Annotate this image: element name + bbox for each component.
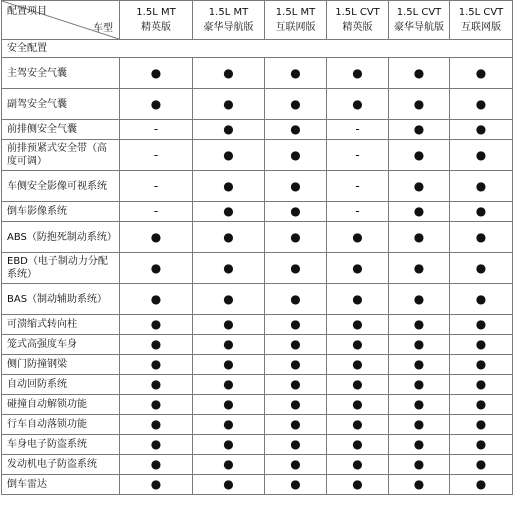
section-row [2, 40, 513, 58]
feature-name-cell: 可溃缩式转向柱 [2, 315, 120, 335]
availability-mark-cell: ● [389, 435, 450, 455]
availability-mark-cell: ● [389, 140, 450, 171]
availability-mark-cell: ● [327, 222, 389, 253]
availability-mark-cell: ● [389, 202, 450, 222]
table-row [2, 415, 513, 435]
availability-mark-cell: - [120, 202, 193, 222]
availability-mark-cell: ● [193, 395, 265, 415]
availability-mark-cell: ● [193, 202, 265, 222]
feature-name-cell: 倒车影像系统 [2, 202, 120, 222]
availability-mark-cell: - [327, 202, 389, 222]
table-row [2, 355, 513, 375]
availability-mark-cell: ● [389, 355, 450, 375]
availability-mark-cell: - [120, 120, 193, 140]
feature-name-cell: 倒车雷达 [2, 475, 120, 495]
item-header-label: 配置项目 [7, 6, 47, 17]
availability-mark-cell: - [327, 140, 389, 171]
availability-mark-cell: ● [265, 89, 327, 120]
availability-mark-cell: ● [120, 315, 193, 335]
table-row [2, 89, 513, 120]
model-column-header: 1.5L CVT 精英版 [327, 1, 389, 40]
availability-mark-cell: ● [193, 475, 265, 495]
availability-mark-cell: ● [193, 415, 265, 435]
model-column-header: 1.5L CVT 互联网版 [450, 1, 513, 40]
availability-mark-cell: ● [193, 284, 265, 315]
availability-mark-cell: ● [265, 375, 327, 395]
availability-mark-cell: ● [193, 89, 265, 120]
table-row [2, 140, 513, 171]
availability-mark-cell: ● [389, 58, 450, 89]
availability-mark-cell: ● [450, 202, 513, 222]
availability-mark-cell: ● [265, 58, 327, 89]
availability-mark-cell: ● [389, 335, 450, 355]
availability-mark-cell: ● [389, 284, 450, 315]
feature-name-cell: 车侧安全影像可视系统 [2, 171, 120, 202]
table-row [2, 375, 513, 395]
availability-mark-cell: ● [193, 455, 265, 475]
availability-mark-cell: ● [120, 435, 193, 455]
availability-mark-cell: ● [193, 375, 265, 395]
availability-mark-cell: ● [265, 455, 327, 475]
availability-mark-cell: ● [265, 435, 327, 455]
availability-mark-cell: ● [389, 415, 450, 435]
availability-mark-cell: ● [327, 284, 389, 315]
availability-mark-cell: ● [450, 415, 513, 435]
table-row [2, 395, 513, 415]
availability-mark-cell: ● [389, 253, 450, 284]
availability-mark-cell: ● [450, 315, 513, 335]
model-header-label: 车型 [93, 23, 113, 34]
availability-mark-cell: ● [193, 253, 265, 284]
availability-mark-cell: ● [389, 455, 450, 475]
availability-mark-cell: ● [193, 335, 265, 355]
availability-mark-cell: ● [327, 455, 389, 475]
availability-mark-cell: ● [450, 335, 513, 355]
table-row [2, 120, 513, 140]
table-row [2, 475, 513, 495]
header-corner-cell [2, 1, 120, 40]
availability-mark-cell: ● [265, 475, 327, 495]
availability-mark-cell: ● [327, 395, 389, 415]
table-row [2, 335, 513, 355]
availability-mark-cell: ● [120, 415, 193, 435]
feature-name-cell: EBD（电子制动力分配系统） [2, 253, 120, 284]
availability-mark-cell: ● [193, 171, 265, 202]
availability-mark-cell: ● [389, 315, 450, 335]
availability-mark-cell: ● [265, 284, 327, 315]
availability-mark-cell: ● [265, 315, 327, 335]
feature-name-cell: 车身电子防盗系统 [2, 435, 120, 455]
availability-mark-cell: ● [327, 253, 389, 284]
availability-mark-cell: ● [193, 140, 265, 171]
table-row [2, 253, 513, 284]
table-row [2, 455, 513, 475]
availability-mark-cell: ● [450, 140, 513, 171]
availability-mark-cell: ● [327, 89, 389, 120]
table-row [2, 222, 513, 253]
feature-name-cell: 碰撞自动解锁功能 [2, 395, 120, 415]
feature-name-cell: 侧门防撞钢梁 [2, 355, 120, 375]
section-title: 安全配置 [2, 40, 513, 58]
model-column-header: 1.5L MT 精英版 [120, 1, 193, 40]
availability-mark-cell: ● [120, 475, 193, 495]
feature-name-cell: ABS（防抱死制动系统） [2, 222, 120, 253]
availability-mark-cell: ● [120, 355, 193, 375]
availability-mark-cell: ● [327, 475, 389, 495]
table-row [2, 202, 513, 222]
availability-mark-cell: ● [389, 395, 450, 415]
availability-mark-cell: ● [450, 171, 513, 202]
availability-mark-cell: ● [193, 315, 265, 335]
feature-name-cell: 主驾安全气囊 [2, 58, 120, 89]
feature-name-cell: 发动机电子防盗系统 [2, 455, 120, 475]
availability-mark-cell: ● [265, 171, 327, 202]
availability-mark-cell: ● [120, 375, 193, 395]
availability-mark-cell: ● [389, 222, 450, 253]
model-column-header: 1.5L MT 豪华导航版 [193, 1, 265, 40]
availability-mark-cell: ● [265, 335, 327, 355]
availability-mark-cell: ● [193, 58, 265, 89]
availability-mark-cell: ● [450, 435, 513, 455]
availability-mark-cell: ● [327, 435, 389, 455]
availability-mark-cell: ● [120, 335, 193, 355]
availability-mark-cell: ● [120, 58, 193, 89]
feature-name-cell: 自动回防系统 [2, 375, 120, 395]
feature-name-cell: 副驾安全气囊 [2, 89, 120, 120]
availability-mark-cell: ● [120, 222, 193, 253]
feature-name-cell: 前排侧安全气囊 [2, 120, 120, 140]
header-row [2, 1, 513, 40]
availability-mark-cell: ● [389, 475, 450, 495]
table-row [2, 284, 513, 315]
availability-mark-cell: ● [389, 120, 450, 140]
availability-mark-cell: ● [450, 89, 513, 120]
availability-mark-cell: ● [120, 89, 193, 120]
availability-mark-cell: ● [450, 375, 513, 395]
availability-mark-cell: ● [193, 222, 265, 253]
availability-mark-cell: ● [327, 58, 389, 89]
availability-mark-cell: ● [265, 202, 327, 222]
availability-mark-cell: ● [193, 355, 265, 375]
availability-mark-cell: ● [450, 253, 513, 284]
availability-mark-cell: ● [327, 415, 389, 435]
availability-mark-cell: - [120, 171, 193, 202]
availability-mark-cell: ● [120, 395, 193, 415]
availability-mark-cell: ● [193, 435, 265, 455]
availability-mark-cell: ● [120, 455, 193, 475]
availability-mark-cell: ● [193, 120, 265, 140]
availability-mark-cell: ● [450, 355, 513, 375]
availability-mark-cell: ● [120, 284, 193, 315]
table-row [2, 315, 513, 335]
availability-mark-cell: ● [389, 89, 450, 120]
table-row [2, 171, 513, 202]
availability-mark-cell: ● [327, 335, 389, 355]
availability-mark-cell: ● [120, 253, 193, 284]
availability-mark-cell: ● [450, 222, 513, 253]
availability-mark-cell: ● [450, 120, 513, 140]
availability-mark-cell: ● [450, 395, 513, 415]
availability-mark-cell: ● [327, 355, 389, 375]
model-column-header: 1.5L CVT 豪华导航版 [389, 1, 450, 40]
feature-name-cell: 笼式高强度车身 [2, 335, 120, 355]
availability-mark-cell: - [327, 171, 389, 202]
availability-mark-cell: ● [450, 475, 513, 495]
availability-mark-cell: ● [450, 58, 513, 89]
model-column-header: 1.5L MT 互联网版 [265, 1, 327, 40]
table-row [2, 435, 513, 455]
feature-name-cell: 前排预紧式安全带（高度可调） [2, 140, 120, 171]
availability-mark-cell: ● [265, 253, 327, 284]
feature-name-cell: 行车自动落锁功能 [2, 415, 120, 435]
availability-mark-cell: ● [265, 395, 327, 415]
availability-mark-cell: ● [389, 171, 450, 202]
table-row [2, 58, 513, 89]
availability-mark-cell: ● [265, 140, 327, 171]
availability-mark-cell: ● [265, 222, 327, 253]
availability-mark-cell: ● [389, 375, 450, 395]
availability-mark-cell: ● [327, 375, 389, 395]
availability-mark-cell: - [120, 140, 193, 171]
availability-mark-cell: ● [265, 120, 327, 140]
availability-mark-cell: ● [265, 415, 327, 435]
availability-mark-cell: ● [450, 284, 513, 315]
safety-spec-table [1, 0, 513, 495]
availability-mark-cell: ● [450, 455, 513, 475]
availability-mark-cell: ● [265, 355, 327, 375]
availability-mark-cell: - [327, 120, 389, 140]
availability-mark-cell: ● [327, 315, 389, 335]
feature-name-cell: BAS（制动辅助系统） [2, 284, 120, 315]
